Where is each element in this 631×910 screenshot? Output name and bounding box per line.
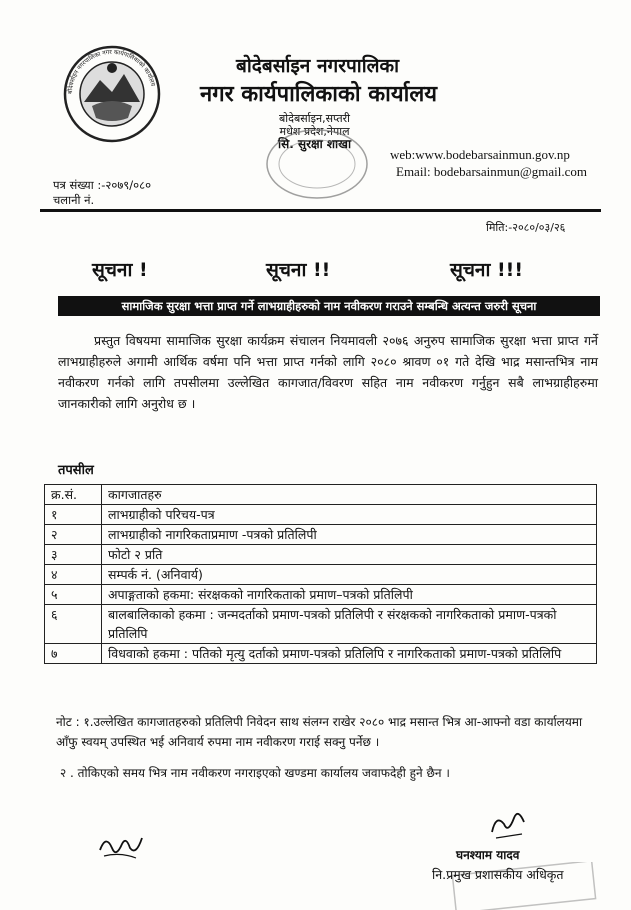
office-name: नगर कार्यपालिकाको कार्यालय <box>200 82 437 107</box>
section-name: सि. सुरक्षा शाखा <box>278 137 352 151</box>
signatory-designation: नि.प्रमुख प्रशासकीय अधिकृत <box>432 867 564 882</box>
table-header-cell: क्र.सं. <box>45 485 102 505</box>
contact-block <box>390 146 587 180</box>
table-row <box>45 585 597 605</box>
document-cell: लाभग्राहीको नागरिकताप्रमाण -पत्रको प्रतिलिपी <box>102 525 597 545</box>
note-two: २ . तोकिएको समय भित्र नाम नवीकरण नगराइएको खण्डमा कार्यालय जवाफदेही हुने छैन । <box>60 766 450 780</box>
document-cell: विधवाको हकमा : पतिको मृत्यु दर्ताको प्रमाण-पत्रको प्रतिलिपि र नागरिकताको प्रमाण-पत्रको प्रतिलिपि <box>102 644 597 664</box>
serial-cell: ४ <box>45 565 102 585</box>
table-row <box>45 605 597 644</box>
details-label: तपसील <box>58 463 94 478</box>
emblem-text: बोदेबर्साइन नगरपालिका नगर कार्यपालिकाको कार्यालय <box>66 48 157 95</box>
header-divider <box>40 209 601 212</box>
address-line: मधेश प्रदेश,नेपाल <box>279 125 350 138</box>
table-row <box>45 565 597 585</box>
notice-heading: सूचना !! <box>266 259 331 281</box>
notice-heading: सूचना ! <box>92 259 148 281</box>
document-cell: बालबालिकाको हकमा : जन्मदर्ताको प्रमाण-पत्रको प्रतिलिपी र संरक्षकको नागरिकताको प्रमाण-पत्रको प्रतिलिपि <box>102 605 597 644</box>
initial-signature <box>96 826 146 864</box>
letter-date: मिति:-२०८०/०३/२६ <box>486 221 566 234</box>
table-row <box>45 505 597 525</box>
office-stamp <box>262 124 372 204</box>
table-row <box>45 644 597 664</box>
serial-cell: ६ <box>45 605 102 644</box>
notice-body: प्रस्तुत विषयमा सामाजिक सुरक्षा कार्यक्रम संचालन नियमावली २०७६ अनुरुप सामाजिक सुरक्षा भत्ता प्राप्त गर्ने लाभग्राहीहरुले अगामी आर्थिक वर्षमा पनि भत्ता प्राप्त गर्नको लागि २०८० श्रावण ०१ गते देखि भाद्र मसान्तभित्र नाम नवीकरण गर्नको लागि तपसीलमा उल्लेखित कागजात/विवरण सहित नाम नवीकरण गर्नुहुन सबै लाभग्राहीहरुमा जानकारीको लागि अनुरोध छ । <box>58 333 598 411</box>
email-text: Email: bodebarsainmun@gmail.com <box>396 164 588 179</box>
serial-cell: ७ <box>45 644 102 664</box>
serial-cell: १ <box>45 505 102 525</box>
dispatch-number: चलानी नं. <box>53 193 95 207</box>
reference-number: पत्र संख्या :-२०७९/०८० <box>53 178 152 192</box>
notice-heading: सूचना !!! <box>450 259 523 281</box>
document-cell: लाभग्राहीको परिचय-पत्र <box>102 505 597 525</box>
org-name: बोदेबर्साइन नगरपालिका <box>236 55 400 77</box>
serial-cell: ५ <box>45 585 102 605</box>
document-cell: सम्पर्क नं. (अनिवार्य) <box>102 565 597 585</box>
address-line: बोदेबर्साइन,सप्तरी <box>279 112 351 125</box>
document-table <box>44 484 597 664</box>
note-one: नोट : १.उल्लेखित कागजातहरुको प्रतिलिपी निवेदन साथ संलग्न राखेर २०८० भाद्र मसान्त भित्र आ-आफ्नो वडा कार्यालयमा आँफु स्वयम् उपस्थित भई अनिवार्य रुपमा नाम नवीकरण गराई सक्नु पर्नेछ । <box>56 715 583 749</box>
subject-banner: सामाजिक सुरक्षा भत्ता प्राप्त गर्ने लाभग्राहीहरुको नाम नवीकरण गराउने सम्बन्धि अत्यन्त जरुरी सूचना <box>58 296 600 316</box>
table-row <box>45 525 597 545</box>
municipality-emblem <box>62 44 162 144</box>
officer-signature <box>486 804 530 844</box>
document-cell: अपाङ्गताको हकमा: संरक्षकको नागरिकताको प्रमाण–पत्रको प्रतिलिपी <box>102 585 597 605</box>
table-header-cell: कागजातहरु <box>102 485 597 505</box>
reference-block <box>53 178 151 208</box>
website-text: web:www.bodebarsainmun.gov.np <box>390 147 570 162</box>
serial-cell: २ <box>45 525 102 545</box>
signatory-name: घनश्याम यादव <box>456 848 520 862</box>
document-cell: फोटो २ प्रति <box>102 545 597 565</box>
table-row <box>45 545 597 565</box>
serial-cell: ३ <box>45 545 102 565</box>
table-header-row <box>45 485 597 505</box>
